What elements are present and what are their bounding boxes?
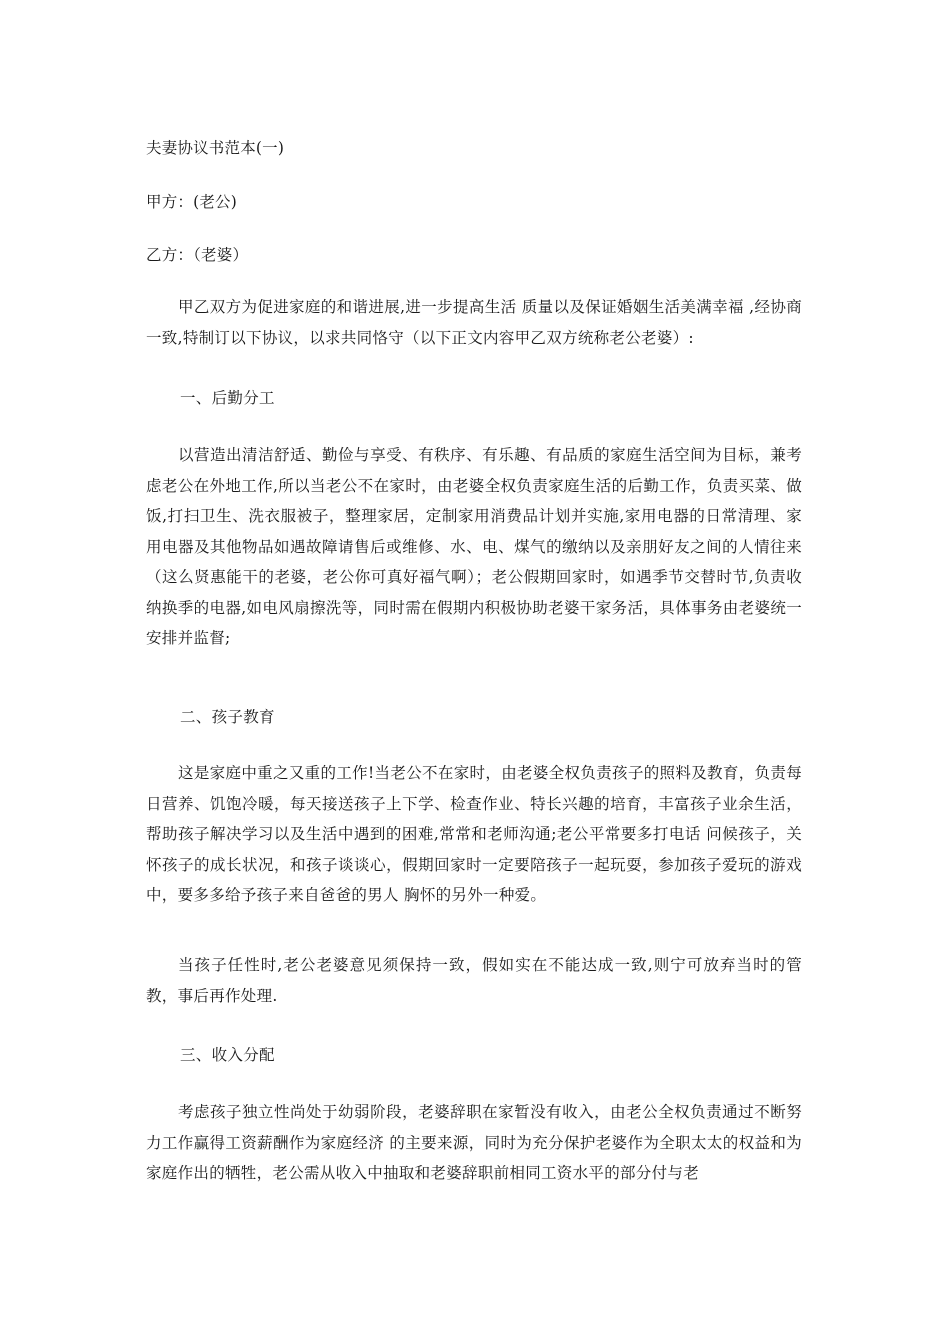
party-b-line: 乙方：（老婆） xyxy=(146,246,249,264)
party-a-line: 甲方：(老公) xyxy=(146,193,237,211)
section-heading-income: 三、收入分配 xyxy=(180,1046,275,1064)
logistics-paragraph: 以营造出清洁舒适、勤俭与享受、有秩序、有乐趣、有品质的家庭生活空间为目标，兼考虑老公在外地工作,所以当老公不在家时，由老婆全权负责家庭生活的后勤工作，负责买菜、做饭,打扫卫生、洗衣服被子，整理家居，定制家用消费品计划并实施,家用电器的日常清理、家用电器及其他物品如遇故障请售后或维修、水、电、煤气的缴纳以及亲朋好友之间的人情往来（这么贤惠能干的老婆，老公你可真好福气啊）；老公假期回家时，如遇季节交替时节,负责收纳换季的电器,如电风扇擦洗等，同时需在假期内积极协助老婆干家务活，具体事务由老婆统一安排并监督; xyxy=(146,446,802,647)
income-paragraph: 考虑孩子独立性尚处于幼弱阶段，老婆辞职在家暂没有收入，由老公全权负责通过不断努力工作赢得工资薪酬作为家庭经济 的主要来源，同时为充分保护老婆作为全职太太的权益和为家庭作出的牺牲，老公需从收入中抽取和老婆辞职前相同工资水平的部分付与老 xyxy=(146,1103,802,1182)
section-heading-education: 二、孩子教育 xyxy=(180,708,275,726)
education-paragraph-1: 这是家庭中重之又重的工作!当老公不在家时，由老婆全权负责孩子的照料及教育，负责每日营养、饥饱冷暖，每天接送孩子上下学、检查作业、特长兴趣的培育，丰富孩子业余生活，帮助孩子解决学习以及生活中遇到的困难,常常和老师沟通;老公平常要多打电话 问候孩子，关怀孩子的成长状况，和孩子谈谈心，假期回家时一定要陪孩子一起玩耍，参加孩子爱玩的游戏中，要多多给予孩子来自爸爸的男人 胸怀的另外一种爱。 xyxy=(146,764,802,904)
intro-paragraph: 甲乙双方为促进家庭的和谐进展,进一步提高生活 质量以及保证婚姻生活美满幸福 ,经协商一致,特制订以下协议，以求共同恪守（以下正文内容甲乙双方统称老公老婆）: xyxy=(146,298,802,347)
section-heading-logistics: 一、后勤分工 xyxy=(180,389,275,407)
document-title: 夫妻协议书范本(一) xyxy=(146,139,285,157)
education-paragraph-2: 当孩子任性时,老公老婆意见须保持一致，假如实在不能达成一致,则宁可放弃当时的管教，事后再作处理. xyxy=(146,956,802,1005)
